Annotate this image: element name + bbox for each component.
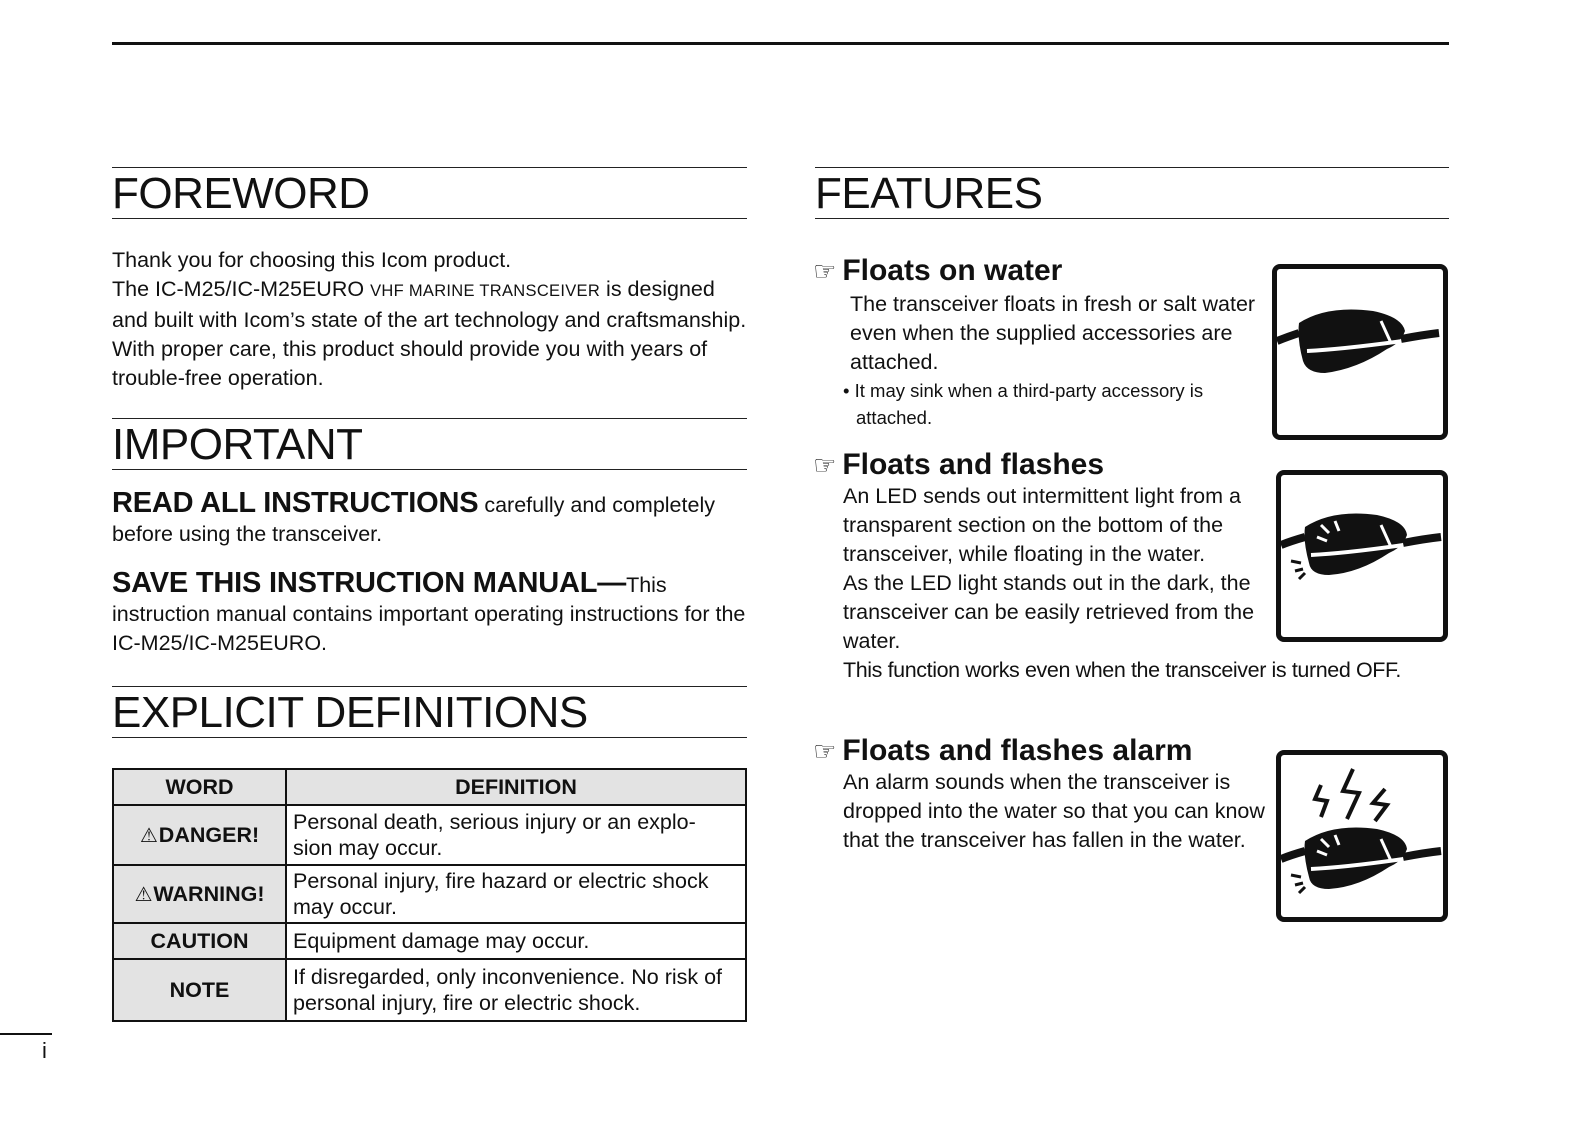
- alarm-radio-icon: [1281, 755, 1443, 917]
- foreword-paragraph: [112, 275, 747, 393]
- save-manual: [112, 569, 747, 658]
- pointing-hand-icon: ☞: [813, 450, 837, 480]
- read-all-instructions: [112, 489, 747, 549]
- foreword-line-2-post: is: [600, 277, 622, 301]
- feature-floats-and-flashes-alarm: [815, 734, 1265, 855]
- features-heading: FEATURES: [815, 167, 1449, 219]
- column-header-definition: DEFINITION: [286, 769, 746, 805]
- foreword-line-1: Thank you for choosing this Icom product.: [112, 248, 512, 272]
- feature-text-3: This function works even when the transceiver is turned OFF.: [843, 658, 1401, 682]
- feature-note: • It may sink when a third-party accessory is attached.: [843, 380, 1204, 428]
- column-header-word: WORD: [113, 769, 286, 805]
- explicit-definitions-heading: EXPLICIT DEFINITIONS: [112, 686, 747, 738]
- definitions-table: [112, 768, 747, 1022]
- footer-rule: [0, 1033, 52, 1035]
- word-caution: CAUTION: [113, 923, 286, 959]
- important-heading: IMPORTANT: [112, 418, 747, 470]
- pointing-hand-icon: ☞: [813, 736, 837, 766]
- feature-text: The transceiver floats in fresh or salt water even when the supplied accessories are attached.: [850, 292, 1256, 374]
- alarm-radio-illustration: [1276, 750, 1448, 922]
- foreword-body: [112, 246, 747, 393]
- definition-cell: Personal injury, fire hazard or electric shock may occur.: [286, 865, 746, 923]
- definition-cell: Equipment damage may occur.: [286, 923, 746, 959]
- table-row: [113, 865, 746, 923]
- word-warning: WARNING!: [153, 881, 265, 906]
- word-cell: [113, 865, 286, 923]
- right-column: [815, 167, 1449, 219]
- word-note: NOTE: [113, 959, 286, 1021]
- table-row: [113, 805, 746, 865]
- table-row: [113, 923, 746, 959]
- foreword-product-type: VHF MARINE TRANSCEIVER: [370, 282, 601, 300]
- warning-triangle-icon: ⚠: [134, 883, 153, 906]
- feature-text: An alarm sounds when the transceiver is dropped into the water so that you can know that the transceiver has fallen in the water.: [843, 770, 1265, 852]
- foreword-rest: designed and built with Icom’s state of the art technology and craftsmanship. With proper care, this product should provide you with years of trouble-free operation.: [112, 277, 747, 390]
- feature-text: An LED sends out intermittent light from a transparent section on the bottom of the transceiver, while floating in the water.: [843, 484, 1241, 566]
- feature-title-text: Floats and flashes: [842, 448, 1105, 481]
- feature-title: [813, 254, 1265, 288]
- pointing-hand-icon: ☞: [813, 256, 837, 286]
- feature-floats-on-water: [815, 254, 1265, 431]
- word-danger: DANGER!: [158, 822, 260, 847]
- flashing-radio-icon: [1281, 475, 1443, 637]
- top-rule: [112, 42, 1449, 45]
- feature-title: [813, 734, 1265, 768]
- read-all-lead: READ ALL INSTRUCTIONS: [112, 487, 479, 519]
- foreword-heading: FOREWORD: [112, 167, 747, 219]
- save-manual-rest: This instruction manual contains important operating instructions for the IC-M25/IC-M25EURO.: [112, 573, 746, 655]
- warning-triangle-icon: ⚠: [139, 824, 158, 847]
- feature-title-text: Floats and flashes alarm: [842, 734, 1193, 767]
- floating-radio-illustration: [1272, 264, 1448, 440]
- foreword-line-2-pre: The IC-M25/IC-M25EURO: [112, 277, 371, 301]
- floating-radio-icon: [1277, 269, 1443, 435]
- definition-cell: If disregarded, only inconvenience. No risk of personal injury, fire or electric shock.: [286, 959, 746, 1021]
- feature-title-text: Floats on water: [842, 254, 1063, 287]
- save-manual-lead: SAVE THIS INSTRUCTION MANUAL—: [112, 567, 627, 599]
- read-all-rest: carefully and completely before using the transceiver.: [112, 493, 715, 546]
- flashing-radio-illustration: [1276, 470, 1448, 642]
- page-number: i: [42, 1038, 47, 1063]
- left-column: [112, 167, 747, 1022]
- table-header-row: [113, 769, 746, 805]
- feature-text-2: As the LED light stands out in the dark, the transceiver can be easily retrieved from the water.: [843, 571, 1255, 653]
- word-cell: [113, 805, 286, 865]
- table-row: [113, 959, 746, 1021]
- definition-cell: Personal death, serious injury or an explo- sion may occur.: [286, 805, 746, 865]
